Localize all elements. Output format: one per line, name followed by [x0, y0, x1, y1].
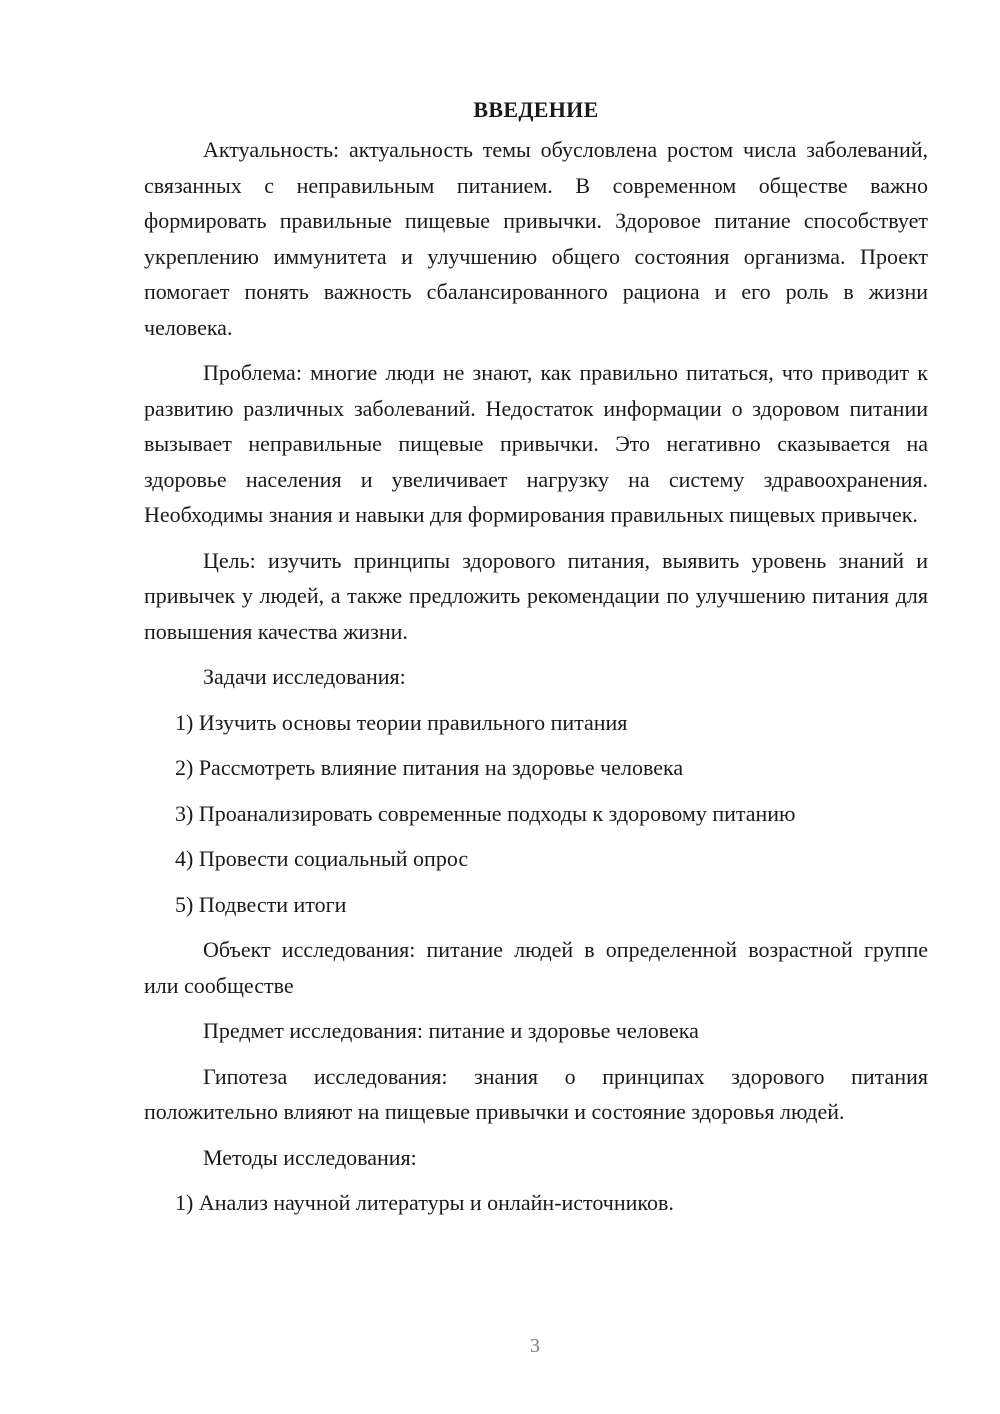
- hypothesis-paragraph: Гипотеза исследования: знания о принципах здорового питания положительно влияют на пищевые привычки и состояние здоровья людей.: [144, 1063, 928, 1124]
- section-heading: ВВЕДЕНИЕ: [473, 97, 599, 122]
- relevance-paragraph: Актуальность: актуальность темы обусловлена ростом числа заболеваний, связанных с неправильным питанием. В современном обществе важно формировать правильные пищевые привычки. Здоровое питание способствует укреплению иммунитета и улучшению общего состояния организма. Проект помогает понять важность сбалансированного рациона и его роль в жизни человека.: [144, 137, 928, 340]
- page-number: 3: [530, 1335, 540, 1357]
- task-item: 1) Изучить основы теории правильного питания: [175, 709, 628, 735]
- method-item: 1) Анализ научной литературы и онлайн-источников.: [175, 1190, 674, 1215]
- methods-title: Методы исследования:: [203, 1144, 417, 1170]
- goal-paragraph: Цель: изучить принципы здорового питания, выявить уровень знаний и привычек у людей, а также предложить рекомендации по улучшению питания для повышения качества жизни.: [144, 547, 928, 644]
- task-item: 2) Рассмотреть влияние питания на здоровье человека: [175, 755, 684, 780]
- tasks-title: Задачи исследования:: [203, 664, 406, 689]
- task-item: 5) Подвести итоги: [175, 891, 347, 917]
- problem-paragraph: Проблема: многие люди не знают, как правильно питаться, что приводит к развитию различных заболеваний. Недостаток информации о здоровом питании вызывает неправильные пищевые привычки. Это негативно сказывается на здоровье населения и увеличивает нагрузку на систему здравоохранения. Необходимы знания и навыки для формирования правильных пищевых привычек.: [144, 360, 928, 527]
- page-content: [144, 96, 928, 1231]
- task-item: 4) Провести социальный опрос: [175, 846, 469, 871]
- subject-line: Предмет исследования: питание и здоровье человека: [203, 1018, 699, 1043]
- task-item: 3) Проанализировать современные подходы к здоровому питанию: [175, 800, 796, 826]
- object-paragraph: Объект исследования: питание людей в определенной возрастной группе или сообществе: [144, 937, 928, 998]
